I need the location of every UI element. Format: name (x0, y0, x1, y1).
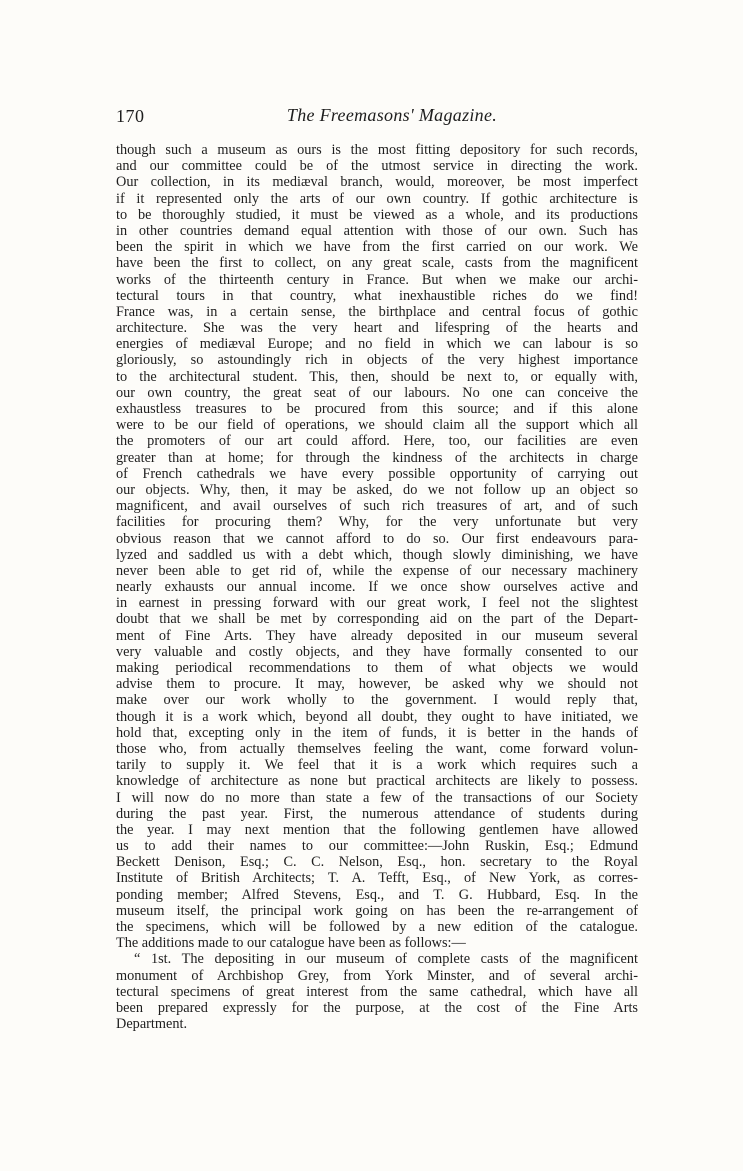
text-line: exhaustless treasures to be procured from this source; and if this alone (116, 401, 638, 417)
text-line: Beckett Denison, Esq.; C. C. Nelson, Esq., hon. secretary to the Royal (116, 854, 638, 871)
text-line: tectural specimens of great interest from the same cathedral, which have all (116, 983, 638, 1000)
text-line: the specimens, which will be followed by a new edition of the catalogue. (116, 919, 638, 935)
text-line: ponding member; Alfred Stevens, Esq., and T. G. Hubbard, Esq. In the (116, 886, 638, 903)
text-line: museum itself, the principal work going on has been the re-arrangement of (116, 902, 638, 919)
text-line: gloriously, so astoundingly rich in objects of the very highest importance (116, 352, 638, 369)
text-line: the promoters of our art could afford. Here, too, our facilities are even (116, 433, 638, 450)
text-line: been prepared expressly for the purpose, at the cost of the Fine Arts (116, 999, 638, 1016)
text-line: make over our work wholly to the government. I would reply that, (116, 692, 638, 709)
text-line: advise them to procure. It may, however, be asked why we should not (116, 676, 638, 693)
running-title: The Freemasons' Magazine. (286, 105, 498, 125)
text-line: greater than at home; for through the kindness of the architects in charge (116, 449, 638, 466)
text-line: tarily to supply it. We feel that it is a work which requires such a (116, 757, 638, 774)
text-line: during the past year. First, the numerous attendance of students during (116, 805, 638, 822)
text-line: very valuable and costly objects, and they have formally consented to our (116, 643, 638, 660)
text-line: our own country, the great seat of our labours. No one can conceive the (116, 384, 638, 401)
text-line: obvious reason that we cannot afford to do so. Our first endeavours para- (116, 530, 638, 547)
text-line: been the spirit in which we have from the first carried on our work. We (116, 239, 638, 256)
text-line: tectural tours in that country, what inexhaustible riches do we find! (116, 287, 638, 304)
page-number: 170 (116, 106, 145, 126)
text-line: those who, from actually themselves feeling the want, come forward volun- (116, 740, 638, 757)
text-line: have been the first to collect, on any great scale, casts from the magnificent (116, 255, 638, 272)
text-line: us to add their names to our committee:—John Ruskin, Esq.; Edmund (116, 838, 638, 855)
text-line: were to be our field of operations, we should claim all the support which all (116, 417, 638, 434)
text-line: never been able to get rid of, while the expense of our necessary machinery (116, 562, 638, 579)
text-line: if it represented only the arts of our own country. If gothic architecture is (116, 190, 638, 207)
body-text (116, 142, 638, 1032)
text-line: our objects. Why, then, it may be asked, do we not follow up an object so (116, 481, 638, 498)
text-line: facilities for procuring them? Why, for the very unfortunate but very (116, 514, 638, 531)
text-line: in other countries demand equal attention with those of our own. Such has (116, 222, 638, 239)
text-line: ment of Fine Arts. They have already deposited in our museum several (116, 627, 638, 644)
text-line: knowledge of architecture as none but practical architects are likely to possess. (116, 773, 638, 790)
text-line: and our committee could be of the utmost service in directing the work. (116, 158, 638, 175)
text-line: to be thoroughly studied, it must be viewed as a whole, and its productions (116, 206, 638, 223)
text-line: nearly exhausts our annual income. If we once show ourselves active and (116, 579, 638, 596)
text-line: lyzed and saddled us with a debt which, though slowly diminishing, we have (116, 546, 638, 563)
text-line: I will now do no more than state a few of the transactions of our Society (116, 789, 638, 806)
text-line: though such a museum as ours is the most fitting depository for such records, (116, 142, 638, 158)
text-line: Department. (116, 1016, 188, 1033)
text-line: in earnest in pressing forward with our great work, I feel not the slightest (116, 595, 638, 612)
text-line: “ 1st. The depositing in our museum of complete casts of the magnificent (134, 951, 638, 968)
text-line: doubt that we shall be met by corresponding aid on the part of the Depart- (116, 611, 638, 628)
text-line: architecture. She was the very heart and lifespring of the hearts and (116, 320, 638, 337)
text-line: hold that, excepting only in the item of funds, it is better in the hands of (116, 724, 638, 741)
text-line: to the architectural student. This, then, should be next to, or equally with, (116, 368, 638, 385)
text-line: of French cathedrals we have every possible opportunity of carrying out (116, 465, 638, 482)
text-line: France was, in a certain sense, the birthplace and central focus of gothic (116, 303, 638, 320)
text-line: energies of mediæval Europe; and no field in which we can labour is so (116, 336, 638, 353)
text-line: monument of Archbishop Grey, from York Minster, and of several archi- (116, 967, 638, 984)
text-line: though it is a work which, beyond all doubt, they ought to have initiated, we (116, 708, 638, 725)
text-line: Our collection, in its mediæval branch, would, moreover, be most imperfect (116, 174, 638, 191)
text-line: works of the thirteenth century in France. But when we make our archi- (116, 271, 638, 288)
text-line: the year. I may next mention that the following gentlemen have allowed (116, 821, 638, 838)
page-header (116, 104, 638, 134)
text-line: making periodical recommendations to them of what objects we would (116, 660, 638, 676)
text-line: Institute of British Architects; T. A. Tefft, Esq., of New York, as corres- (116, 870, 638, 887)
text-line: magnificent, and avail ourselves of such rich treasures of art, and of such (116, 498, 638, 515)
text-line: The additions made to our catalogue have been as follows:— (116, 935, 466, 952)
